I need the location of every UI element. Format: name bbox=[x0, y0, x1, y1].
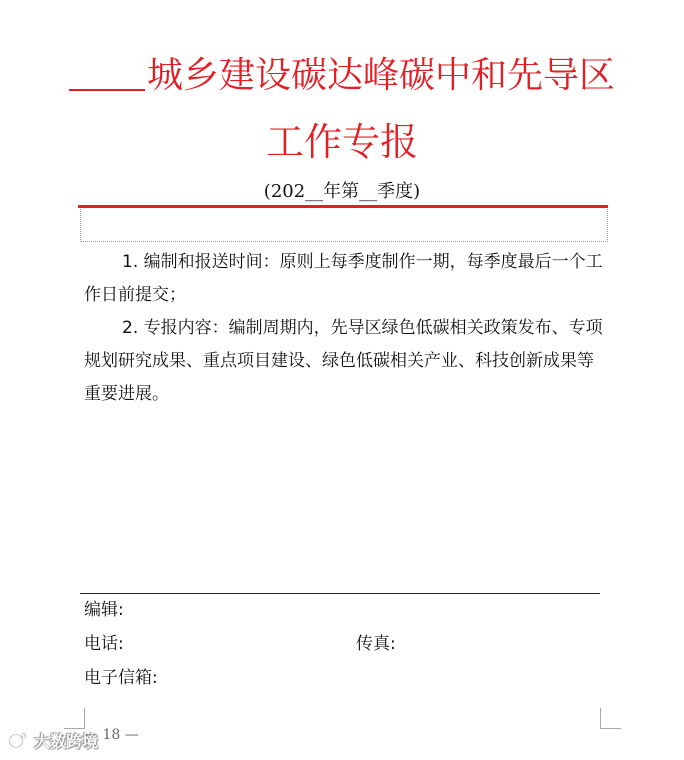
watermark bbox=[8, 728, 98, 752]
footer-separator-rule bbox=[80, 593, 600, 594]
svg-text:G: G bbox=[21, 732, 27, 740]
editor-field-label: 编辑: bbox=[84, 600, 124, 620]
instruction-paragraph-1: 1. 编制和报送时间：原则上每季度制作一期，每季度最后一个工作日前提交； bbox=[84, 252, 603, 305]
watermark-logo-icon bbox=[8, 730, 30, 750]
page-corner-mark-right bbox=[600, 708, 621, 729]
title-blank-underline bbox=[69, 53, 145, 91]
report-title-line1 bbox=[0, 50, 684, 102]
header-dotted-frame bbox=[80, 209, 608, 242]
fax-field-label: 传真: bbox=[356, 634, 396, 654]
report-title-line2: 工作专报 bbox=[265, 120, 418, 164]
instruction-paragraph-2: 2. 专报内容：编制周期内，先导区绿色低碳相关政策发布、专项规划研究成果、重点项目建设、绿色低碳相关产业、科技创新成果等重要进展。 bbox=[84, 318, 603, 404]
watermark-text: 大数跨境 bbox=[34, 731, 99, 751]
red-separator-rule bbox=[78, 205, 608, 208]
page-number: — 18 — bbox=[84, 727, 139, 743]
quarter-label: (202__年第__季度) bbox=[263, 181, 421, 202]
phone-field-label: 电话: bbox=[84, 634, 124, 654]
report-title-text: 城乡建设碳达峰碳中和先导区 bbox=[146, 55, 615, 96]
instructions-body bbox=[84, 246, 604, 411]
page-corner-mark-left bbox=[64, 708, 85, 729]
email-field-label: 电子信箱: bbox=[84, 668, 158, 688]
